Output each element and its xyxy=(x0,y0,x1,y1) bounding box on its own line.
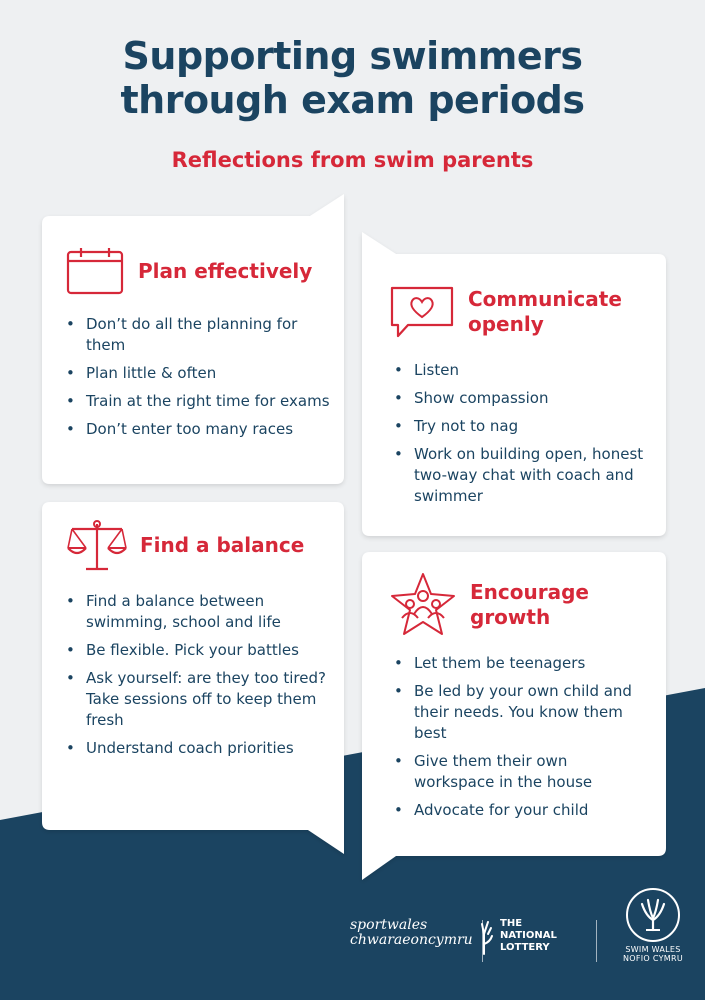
calendar-icon xyxy=(66,247,126,295)
communicate-title-line-1: Communicate xyxy=(468,287,622,311)
balance-card-header xyxy=(66,518,304,572)
list-item: • Train at the right time for exams xyxy=(62,391,332,412)
list-item: • Advocate for your child xyxy=(390,800,645,821)
communicate-card-list xyxy=(390,360,645,514)
title-line-2: through exam periods xyxy=(120,78,585,122)
list-item: • Don’t do all the planning for them xyxy=(62,314,332,356)
footer-logos xyxy=(350,880,700,980)
plan-card-title: Plan effectively xyxy=(138,258,313,283)
sport-wales-line-2: chwaraeoncymru xyxy=(350,932,473,948)
list-item: • Don’t enter too many races xyxy=(62,419,332,440)
growth-card-list xyxy=(390,653,645,828)
growth-title-line-2: growth xyxy=(470,605,551,629)
crossed-fingers-icon xyxy=(478,920,496,956)
list-item: • Show compassion xyxy=(390,388,645,409)
page-subtitle: Reflections from swim parents xyxy=(171,148,534,172)
national-lottery-logo xyxy=(500,918,557,954)
communicate-card-title xyxy=(468,287,622,337)
list-item: • Plan little & often xyxy=(62,363,332,384)
list-item: • Understand coach priorities xyxy=(62,738,332,759)
growth-card-title xyxy=(470,580,589,630)
list-item: • Be led by your own child and their needs. You know them best xyxy=(390,681,645,744)
sport-wales-line-1: sportwales xyxy=(350,917,428,933)
swim-wales-logo xyxy=(608,888,698,963)
list-item: • Give them their own workspace in the house xyxy=(390,751,645,793)
balance-card-list xyxy=(62,591,332,766)
list-item: • Listen xyxy=(390,360,645,381)
plan-card-list xyxy=(62,314,332,447)
swim-wales-emblem xyxy=(626,888,680,942)
swim-wales-text-2: NOFIO CYMRU xyxy=(622,954,684,963)
list-item: • Find a balance between swimming, school and life xyxy=(62,591,332,633)
list-item: • Let them be teenagers xyxy=(390,653,645,674)
lottery-line-1: THE xyxy=(500,918,523,929)
list-item: • Ask yourself: are they too tired? Take sessions off to keep them fresh xyxy=(62,668,332,731)
swim-wales-text-1: SWIM WALES xyxy=(625,945,681,954)
star-people-icon xyxy=(388,572,458,638)
plan-card-header xyxy=(66,247,312,295)
balance-card-title: Find a balance xyxy=(140,532,305,557)
speech-heart-icon xyxy=(388,285,456,339)
communicate-title-line-2: openly xyxy=(468,312,544,336)
feathers-icon xyxy=(628,890,678,940)
lottery-line-2: NATIONAL xyxy=(500,930,557,941)
lottery-line-3: LOTTERY xyxy=(500,942,550,953)
list-item: • Work on building open, honest two-way chat with coach and swimmer xyxy=(390,444,645,507)
list-item: • Try not to nag xyxy=(390,416,645,437)
scales-icon xyxy=(66,518,128,572)
page-title xyxy=(0,34,705,122)
list-item: • Be flexible. Pick your battles xyxy=(62,640,332,661)
footer-divider-2 xyxy=(596,920,597,962)
growth-card-header xyxy=(388,572,589,638)
title-line-1: Supporting swimmers xyxy=(122,34,583,78)
sport-wales-logo xyxy=(350,918,473,948)
growth-title-line-1: Encourage xyxy=(470,580,589,604)
communicate-card-header xyxy=(388,285,622,339)
